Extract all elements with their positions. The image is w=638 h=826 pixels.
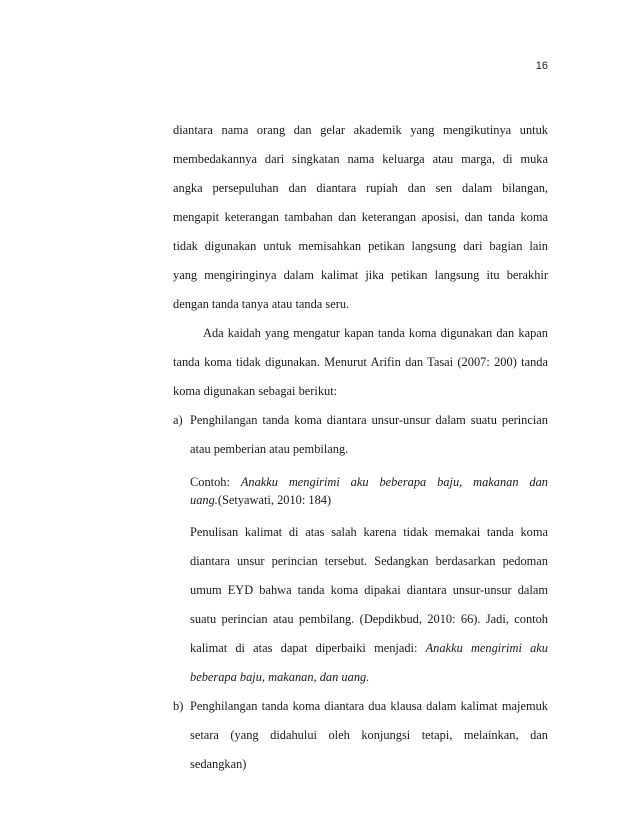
text-line: tidak digunakan untuk memisahkan petikan langsung dari bagian lain (173, 239, 548, 253)
example-line (190, 473, 548, 491)
list-marker: a) (173, 413, 183, 427)
corrected-sentence: Anakku mengirimi aku (425, 641, 548, 655)
example-label: Contoh: (190, 475, 230, 489)
list-marker: b) (173, 699, 184, 713)
text-line: setara (yang didahului oleh konjungsi tetapi, melainkan, dan (190, 728, 548, 742)
text-line: sedangkan) (190, 757, 247, 771)
example-sentence-end: uang. (190, 493, 218, 507)
text-line: Penulisan kalimat di atas salah karena tidak memakai tanda koma (190, 525, 548, 539)
text-line: umum EYD bahwa tanda koma dipakai diantara unsur-unsur dalam (190, 583, 548, 597)
text-line: dengan tanda tanya atau tanda seru. (173, 297, 350, 311)
text-line: koma digunakan sebagai berikut: (173, 384, 338, 398)
text-line: mengapit keterangan tambahan dan keterangan aposisi, dan tanda koma (173, 210, 548, 224)
list-item-b (173, 692, 548, 779)
page-number: 16 (535, 60, 548, 72)
list-item-a (173, 406, 548, 692)
text-line: membedakannya dari singkatan nama keluarga atau marga, di muka (173, 152, 548, 166)
example-source: (Setyawati, 2010: 184) (217, 493, 332, 507)
example-block (190, 473, 548, 509)
paragraph-continuation (173, 116, 548, 319)
document-body (173, 116, 548, 779)
example-line (190, 491, 548, 509)
text-line: atau pemberian atau pembilang. (190, 442, 349, 456)
text-line: angka persepuluhan dan diantara rupiah dan sen dalam bilangan, (173, 181, 548, 195)
text-line: yang mengiringinya dalam kalimat jika petikan langsung itu berakhir (173, 268, 548, 282)
text-line: Penghilangan tanda koma diantara unsur-unsur dalam suatu perincian (190, 413, 548, 427)
text-line: diantara nama orang dan gelar akademik yang mengikutinya untuk (173, 123, 548, 137)
text-line: suatu perincian atau pembilang. (Depdikbud, 2010: 66). Jadi, contoh (190, 612, 548, 626)
text-line: diantara unsur perincian tersebut. Sedangkan berdasarkan pedoman (190, 554, 548, 568)
text-line: Ada kaidah yang mengatur kapan tanda koma digunakan dan kapan (203, 326, 548, 340)
text-line: tanda koma tidak digunakan. Menurut Arifin dan Tasai (2007: 200) tanda (173, 355, 548, 369)
paragraph-intro (173, 319, 548, 406)
text-line (190, 634, 548, 663)
corrected-sentence-end: beberapa baju, makanan, dan uang. (190, 670, 370, 684)
text-line: Penghilangan tanda koma diantara dua klausa dalam kalimat majemuk (190, 699, 548, 713)
example-sentence: Anakku mengirimi aku beberapa baju, makanan dan (240, 475, 549, 489)
text-fragment: kalimat di atas dapat diperbaiki menjadi: (190, 641, 418, 655)
